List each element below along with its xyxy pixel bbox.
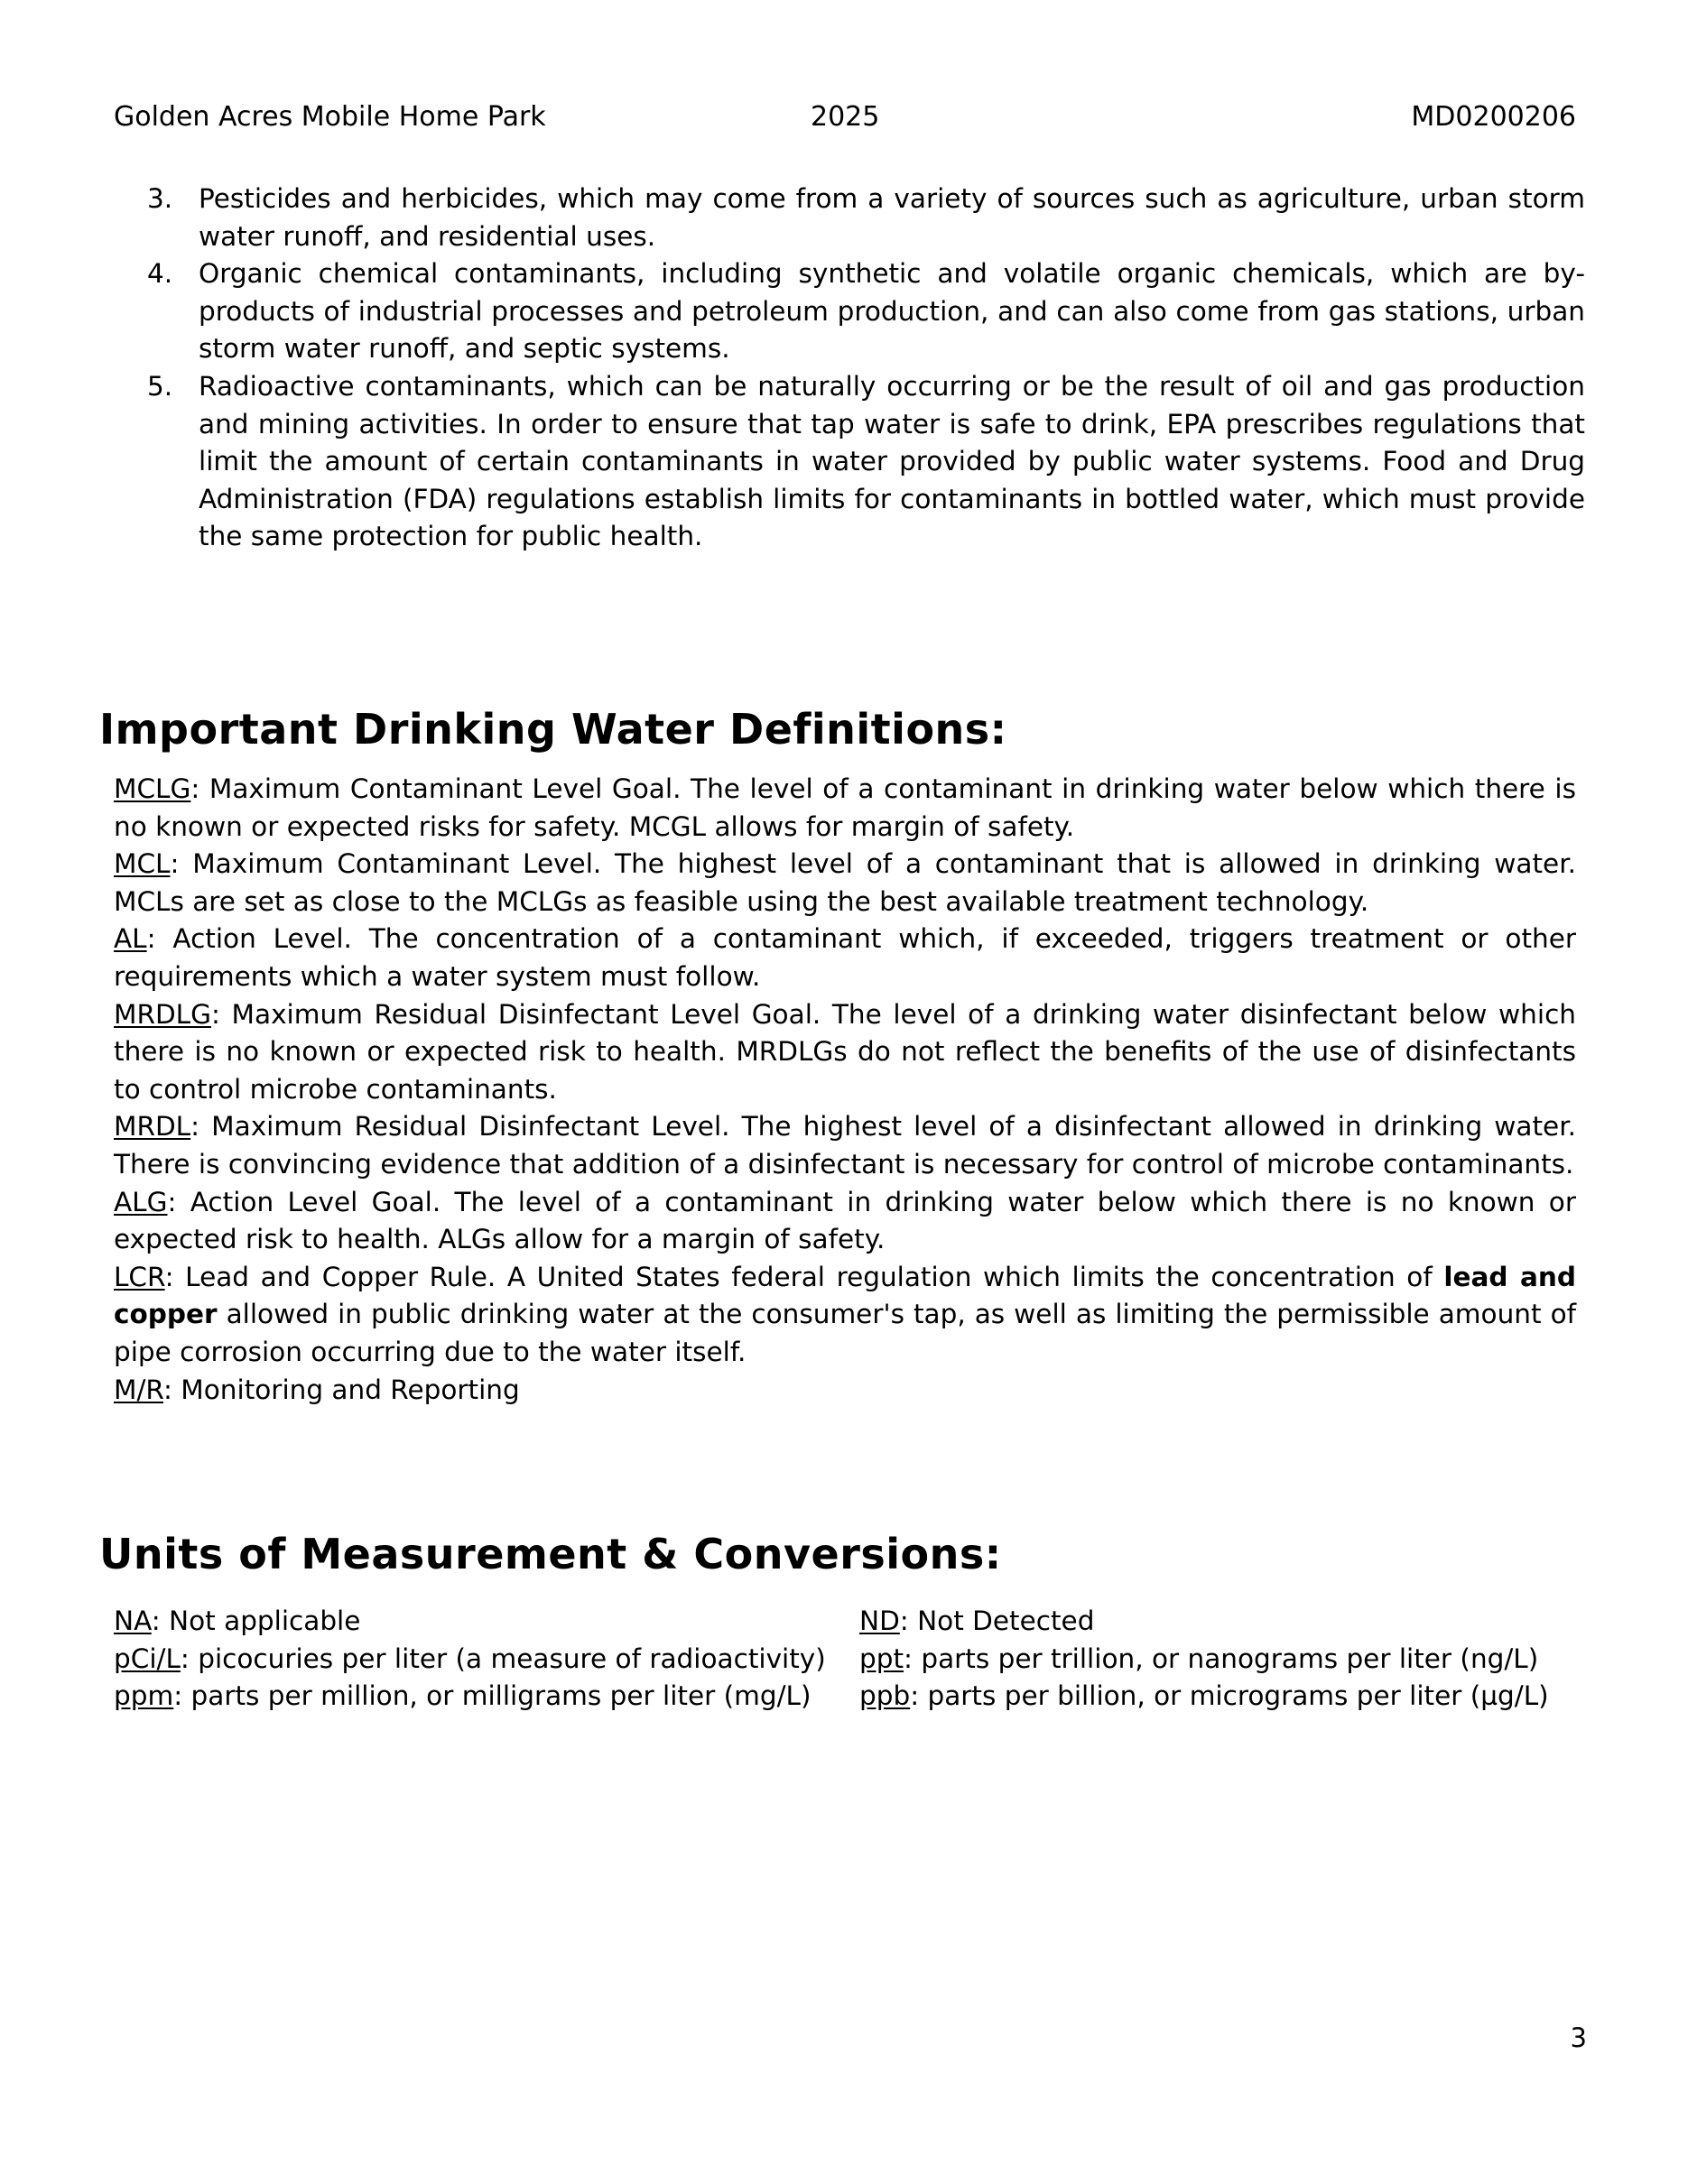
definitions-heading: Important Drinking Water Definitions:: [99, 705, 1007, 754]
page-number: 3: [1570, 2022, 1587, 2053]
definition-text-continued: allowed in public drinking water at the consumer's tap, as well as limiting the permissible amount of pipe corrosion occurring due to the water itself.: [114, 1299, 1576, 1367]
definition-text: : Action Level. The concentration of a contaminant which, if exceeded, triggers treatment or other requirements which a water system must follow.: [114, 923, 1576, 992]
unit-definition: : parts per billion, or micrograms per liter (µg/L): [910, 1680, 1549, 1712]
units-heading: Units of Measurement & Conversions:: [99, 1530, 1002, 1578]
units-right-column: [859, 1603, 1576, 1716]
definition-term: ALG: [114, 1186, 168, 1217]
definition-term: MRDLG: [114, 998, 211, 1030]
list-item-text: Radioactive contaminants, which can be naturally occurring or be the result of oil and gas production and mining activities. In order to ensure that tap water is safe to drink, EPA prescribes regulations that limit the amount of certain contaminants in water provided by public water systems. Food and Drug Administration (FDA) regulations establish limits for contaminants in bottled water, which must provide the same protection for public health.: [199, 370, 1585, 552]
unit-item: [859, 1603, 1576, 1641]
unit-term: ppm: [114, 1680, 174, 1712]
list-item-number: 5.: [147, 370, 173, 402]
list-item-text: Organic chemical contaminants, including synthetic and volatile organic chemicals, which are by-products of industrial processes and petroleum production, and can also come from gas stations, urban storm water runoff, and septic systems.: [199, 258, 1585, 365]
definition-item: [114, 1372, 1576, 1410]
list-item: [143, 180, 1585, 255]
definition-term: MCL: [114, 848, 171, 880]
definition-term: AL: [114, 923, 147, 955]
contaminant-sources-list: [143, 180, 1585, 556]
definition-text: : Monitoring and Reporting: [162, 1374, 520, 1405]
unit-definition: : parts per million, or milligrams per liter (mg/L): [173, 1680, 812, 1712]
unit-term: ppt: [859, 1643, 904, 1674]
definition-item: [114, 1108, 1576, 1183]
definition-term: M/R: [114, 1374, 163, 1405]
unit-term: NA: [114, 1606, 152, 1636]
unit-definition: : parts per trillion, or nanograms per liter (ng/L): [904, 1643, 1539, 1674]
definition-item: [114, 996, 1576, 1109]
unit-item: [859, 1641, 1576, 1679]
definition-text: : Maximum Residual Disinfectant Level Goal. The level of a drinking water disinfectant below which there is no known or expected risk to health. MRDLGs do not reflect the benefits of the use of disinfectants to control microbe contaminants.: [114, 998, 1576, 1105]
definition-item: [114, 1259, 1576, 1372]
unit-definition: : picocuries per liter (a measure of radioactivity): [180, 1643, 826, 1674]
unit-item: [114, 1678, 836, 1716]
header-pwsid: MD0200206: [1411, 101, 1576, 133]
definition-term: MCLG: [114, 773, 191, 804]
header-year: 2025: [811, 101, 880, 133]
unit-definition: : Not applicable: [151, 1606, 361, 1636]
page-header: [114, 97, 1576, 137]
header-system-name: Golden Acres Mobile Home Park: [114, 101, 546, 133]
definition-term: LCR: [114, 1261, 165, 1292]
definitions-list: [114, 771, 1576, 1409]
definition-text: : Maximum Residual Disinfectant Level. The highest level of a disinfectant allowed in drinking water. There is convincing evidence that addition of a disinfectant is necessary for control of microbe contaminants.: [114, 1111, 1576, 1180]
definition-item: [114, 846, 1576, 921]
list-item-number: 4.: [147, 258, 173, 290]
unit-item: [114, 1641, 836, 1679]
definition-text: : Lead and Copper Rule. A United States federal regulation which limits the concentration of: [164, 1261, 1444, 1292]
definition-text: : Maximum Contaminant Level Goal. The level of a contaminant in drinking water below which there is no known or expected risks for safety. MCGL allows for margin of safety.: [114, 773, 1576, 842]
unit-term: ND: [859, 1606, 900, 1636]
definition-term: MRDL: [114, 1111, 191, 1143]
units-left-column: [114, 1603, 836, 1716]
unit-term: ppb: [859, 1680, 911, 1712]
definition-text: : Action Level Goal. The level of a contaminant in drinking water below which there is no known or expected risk to health. ALGs allow for a margin of safety.: [114, 1186, 1576, 1255]
unit-term: pCi/L: [114, 1643, 181, 1674]
definition-item: [114, 771, 1576, 846]
list-item-number: 3.: [147, 183, 173, 214]
unit-item: [114, 1603, 836, 1641]
list-item-text: Pesticides and herbicides, which may come from a variety of sources such as agriculture, urban storm water runoff, and residential uses.: [199, 183, 1585, 252]
list-item: [143, 255, 1585, 368]
unit-item: [859, 1678, 1576, 1716]
definition-item: [114, 921, 1576, 995]
definition-text: : Maximum Contaminant Level. The highest level of a contaminant that is allowed in drinking water. MCLs are set as close to the MCLGs as feasible using the best available treatment technology.: [114, 848, 1576, 917]
definition-bold-text: lead and copper: [114, 1261, 1576, 1330]
unit-definition: : Not Detected: [899, 1606, 1095, 1636]
definition-item: [114, 1184, 1576, 1259]
list-item: [143, 368, 1585, 556]
